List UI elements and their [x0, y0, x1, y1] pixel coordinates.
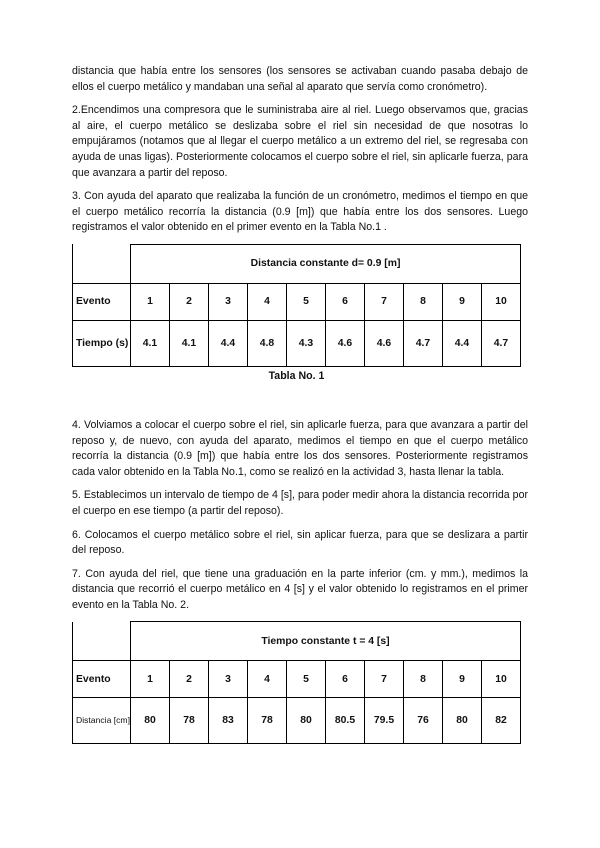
table-2-event-row: [73, 661, 521, 698]
table-1-time-cell: 4.3: [287, 320, 326, 366]
table-2-distance-cell: 78: [248, 698, 287, 744]
table-1-event-cell: 7: [365, 283, 404, 320]
table-2-distance-cell: 82: [482, 698, 521, 744]
table-1-event-cell: 10: [482, 283, 521, 320]
table-2-event-cell: 6: [326, 661, 365, 698]
paragraph-step-7: 7. Con ayuda del riel, que tiene una graduación en la parte inferior (cm. y mm.), medimos la distancia que recorrió el cuerpo metálico en 4 [s] y el valor obtenido lo registramos en el primer evento en la Tabla No. 2.: [72, 567, 528, 611]
table-1-event-cell: 6: [326, 283, 365, 320]
table-1-time-row: [73, 320, 521, 366]
table-1-event-cell: 3: [209, 283, 248, 320]
table-2: [72, 621, 521, 744]
table-2-event-cell: 8: [404, 661, 443, 698]
table-2-event-cell: 3: [209, 661, 248, 698]
table-1-time-cell: 4.6: [365, 320, 404, 366]
table-2-distance-cell: 78: [170, 698, 209, 744]
table-1-time-cell: 4.8: [248, 320, 287, 366]
table-1-time-cell: 4.7: [482, 320, 521, 366]
table-1-event-cell: 2: [170, 283, 209, 320]
table-2-event-cell: 2: [170, 661, 209, 698]
table-2-event-cell: 5: [287, 661, 326, 698]
table-2-distance-cell: 83: [209, 698, 248, 744]
paragraph-step-3: 3. Con ayuda del aparato que realizaba la función de un cronómetro, medimos el tiempo en que el cuerpo metálico recorría la distancia (0.9 [m]) que había entre los dos sensores. Luego registramos el valor obtenido en el primer evento en la Tabla No.1 .: [72, 190, 528, 234]
table-2-distance-cell: 79.5: [365, 698, 404, 744]
table-2-distance-cell: 80: [131, 698, 170, 744]
table-1-time-cell: 4.1: [170, 320, 209, 366]
table-1-event-row: [73, 283, 521, 320]
table-1-event-cell: 1: [131, 283, 170, 320]
table-1-time-cell: 4.4: [443, 320, 482, 366]
table-1-caption: Tabla No. 1: [268, 369, 325, 382]
table-1-event-cell: 5: [287, 283, 326, 320]
paragraph-step-2: 2.Encendimos una compresora que le suministraba aire al riel. Luego observamos que, gracias al aire, el cuerpo metálico se deslizaba sobre el riel sin necesidad de que nosotras lo empujáramos (notamos que al llegar el cuerpo metálico a un extremo del riel, se regresaba con ayuda de unas ligas). Posteriormente colocamos el cuerpo sobre el riel, sin aplicarle fuerza, para que avanzara a partir del reposo.: [72, 104, 528, 179]
paragraph-1-continuation: distancia que había entre los sensores (los sensores se activaban cuando pasaba debajo de ellos el cuerpo metálico y mandaban una señal al aparato que servía como cronómetro).: [72, 65, 528, 93]
table-2-title: Tiempo constante t = 4 [s]: [131, 622, 521, 661]
table-1: [72, 244, 521, 367]
table-1-time-cell: 4.1: [131, 320, 170, 366]
table-2-event-cell: 7: [365, 661, 404, 698]
table-1-event-label: Evento: [73, 283, 131, 320]
table-1-corner-cell: [73, 244, 131, 283]
table-2-event-label: Evento: [73, 661, 131, 698]
table-2-event-cell: 4: [248, 661, 287, 698]
table-1-event-cell: 9: [443, 283, 482, 320]
paragraph-step-5: 5. Establecimos un intervalo de tiempo de 4 [s], para poder medir ahora la distancia recorrida por el cuerpo en ese tiempo (a partir del reposo).: [72, 489, 528, 517]
table-2-distance-cell: 76: [404, 698, 443, 744]
paragraph-step-4: 4. Volviamos a colocar el cuerpo sobre el riel, sin aplicarle fuerza, para que avanzara a partir del reposo y, de nuevo, con ayuda del aparato, medimos el tiempo en que el cuerpo metálico recorría la distancia (0.9 [m]) que había entre los dos sensores. Posteriormente registramos cada valor obtenido en la Tabla No.1, como se realizó en la actividad 3, hasta llenar la tabla.: [72, 418, 528, 478]
table-1-time-cell: 4.6: [326, 320, 365, 366]
table-2-event-cell: 1: [131, 661, 170, 698]
table-2-distance-row: [73, 698, 521, 744]
table-1-event-cell: 8: [404, 283, 443, 320]
table-1-time-cell: 4.4: [209, 320, 248, 366]
table-1-title: Distancia constante d= 0.9 [m]: [131, 244, 521, 283]
table-1-time-cell: 4.7: [404, 320, 443, 366]
table-2-distance-label: Distancia [cm]: [73, 698, 131, 744]
table-2-distance-cell: 80.5: [326, 698, 365, 744]
table-2-event-cell: 9: [443, 661, 482, 698]
table-2-event-cell: 10: [482, 661, 521, 698]
document-page: [72, 64, 528, 744]
table-1-time-label: Tiempo (s): [73, 320, 131, 366]
paragraph-step-6: 6. Colocamos el cuerpo metálico sobre el riel, sin aplicar fuerza, para que se deslizara a partir del reposo.: [72, 528, 528, 557]
table-2-distance-cell: 80: [287, 698, 326, 744]
table-2-corner-cell: [73, 622, 131, 661]
table-1-event-cell: 4: [248, 283, 287, 320]
table-2-distance-cell: 80: [443, 698, 482, 744]
